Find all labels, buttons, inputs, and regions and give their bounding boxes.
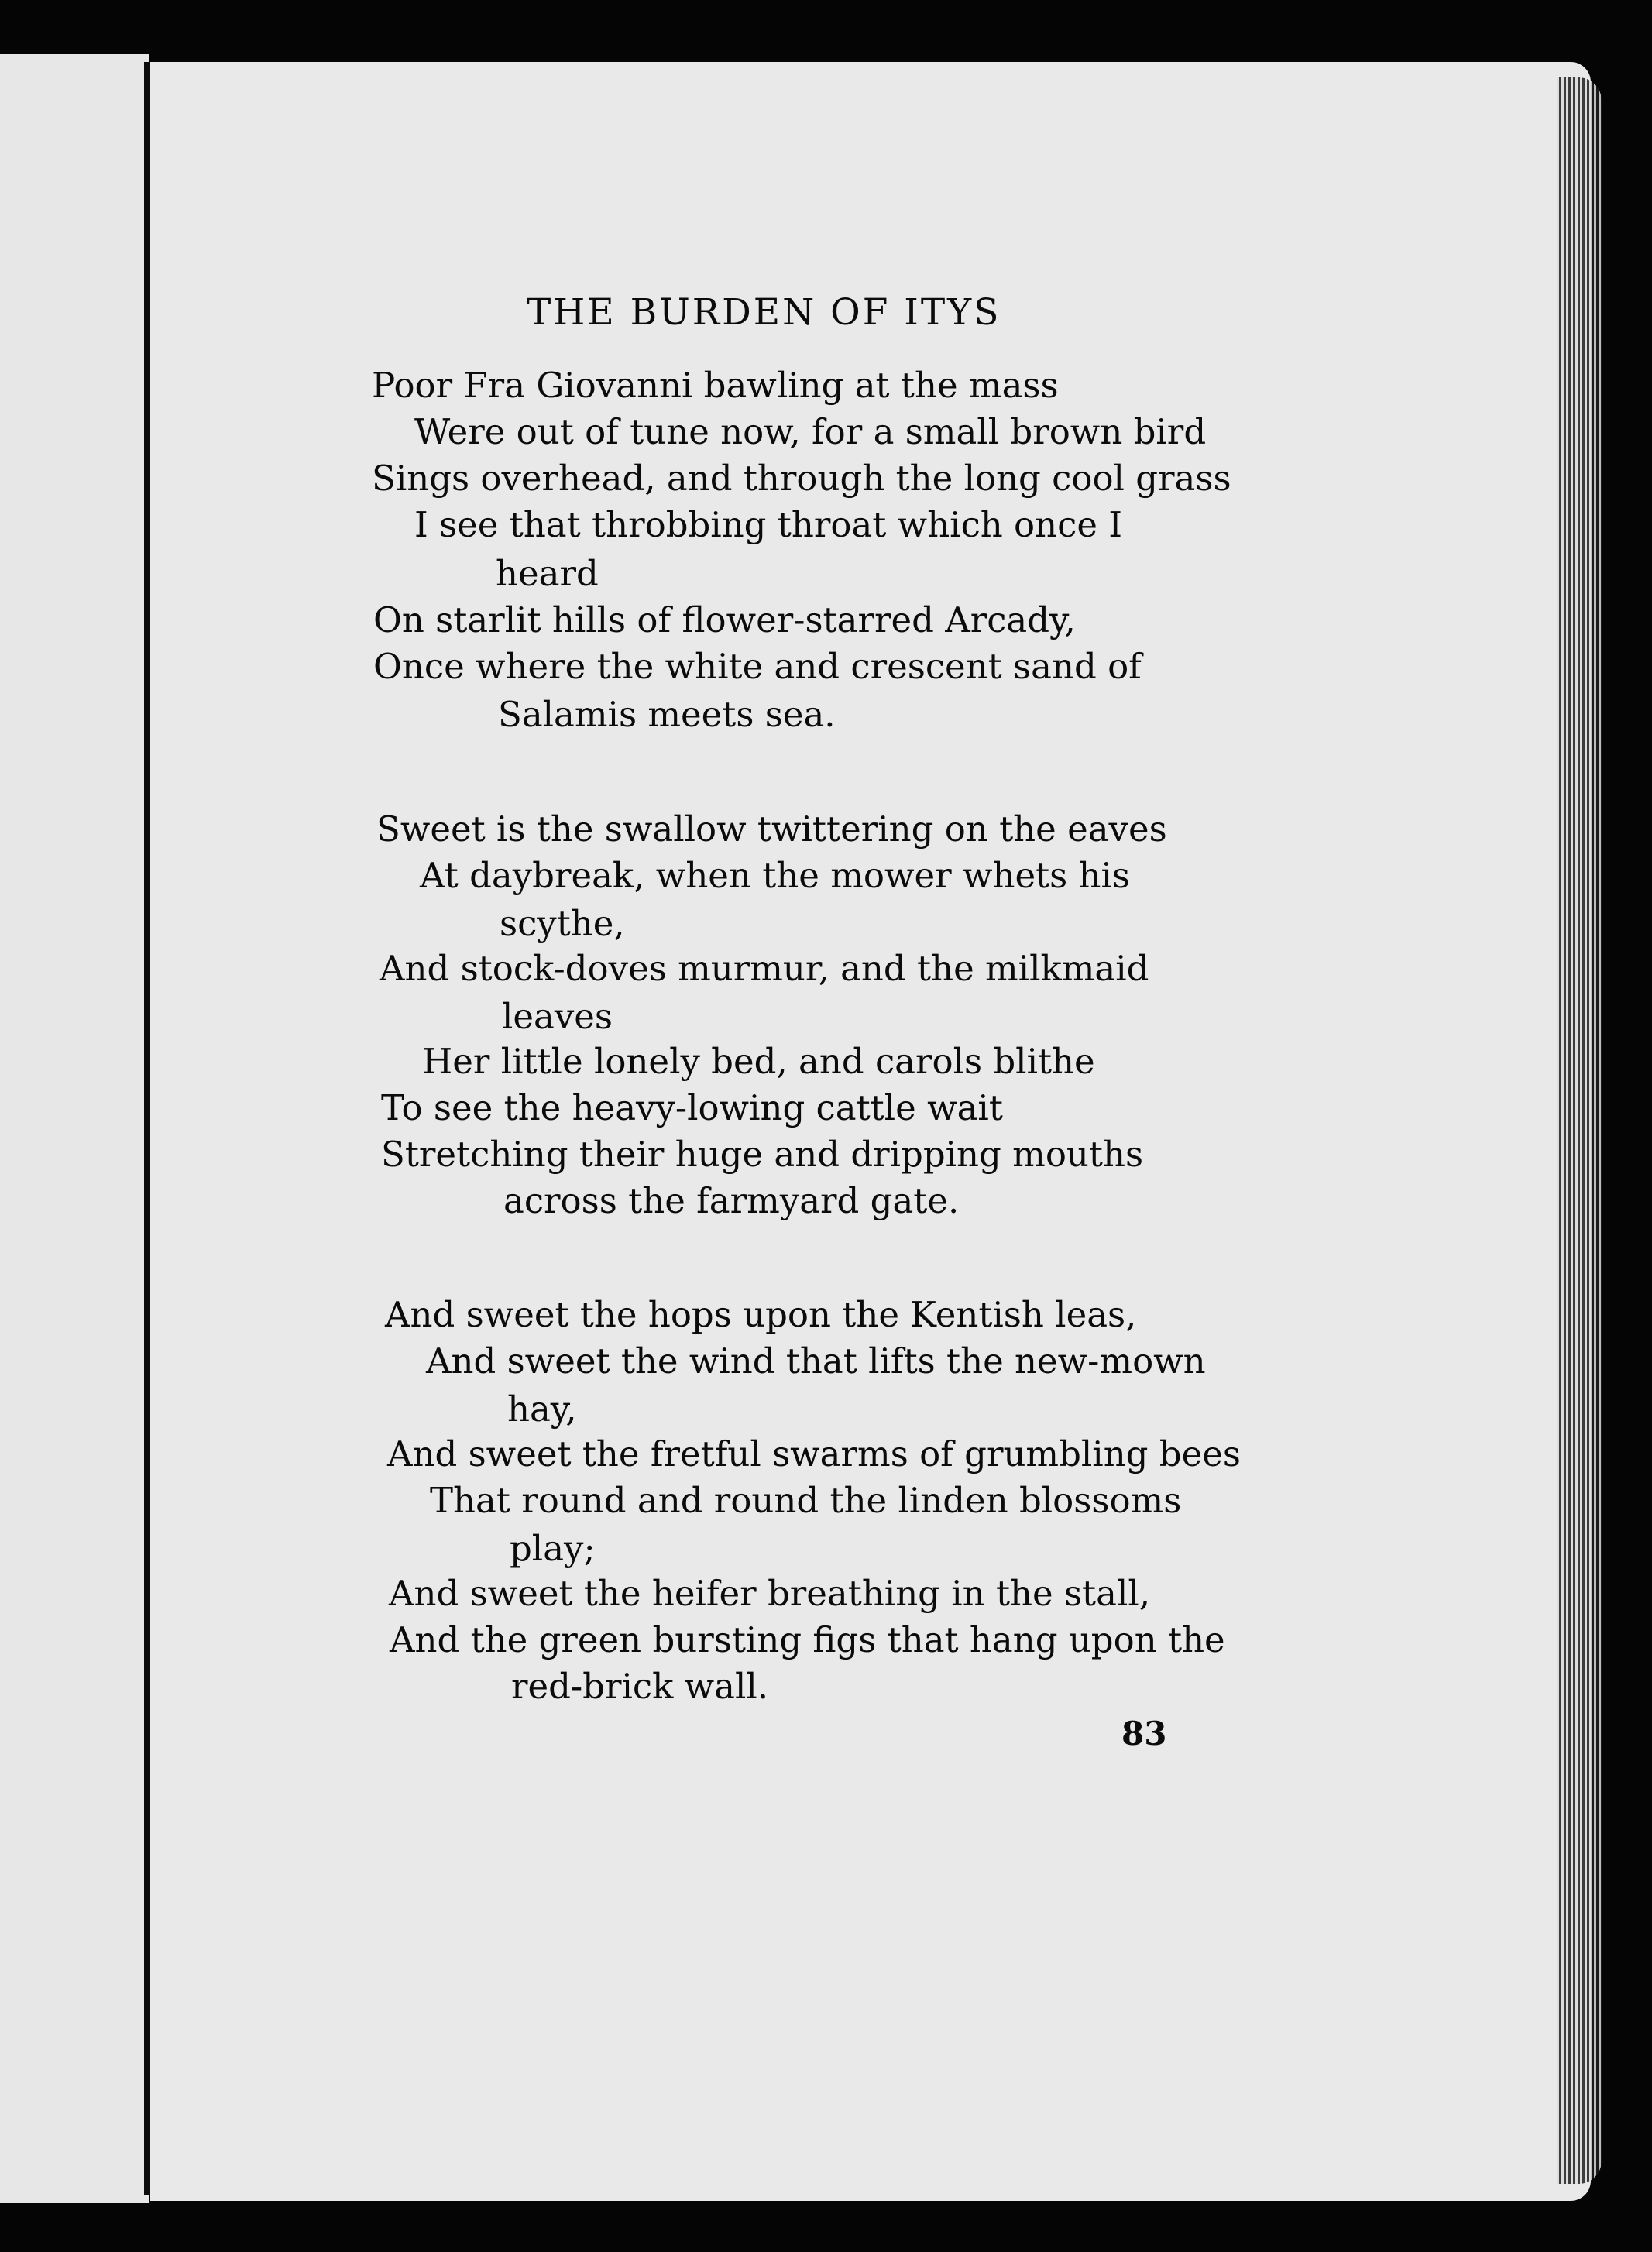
poem-line: And sweet the hops upon the Kentish leas, [385, 1294, 1137, 1335]
poem-line: Sweet is the swallow twittering on the eaves [376, 808, 1167, 850]
poem-line: hay, [507, 1389, 577, 1430]
poem-line: heard [496, 553, 599, 594]
poem-line: red-brick wall. [511, 1666, 769, 1707]
poem-line: Salamis meets sea. [498, 694, 836, 735]
poem-line: Were out of tune now, for a small brown bird [414, 411, 1207, 452]
poem-line: leaves [502, 996, 613, 1037]
poem-line: And sweet the wind that lifts the new-mown [426, 1341, 1206, 1382]
poem-line: Stretching their huge and dripping mouths [381, 1134, 1144, 1175]
poem-line: Sings overhead, and through the long cool grass [372, 458, 1231, 499]
poem-line: scythe, [500, 903, 625, 944]
poem-line: play; [510, 1528, 596, 1569]
poem-line: And sweet the heifer breathing in the stall, [389, 1573, 1151, 1614]
page-number: 83 [1121, 1715, 1167, 1753]
poem-line: Once where the white and crescent sand of [373, 646, 1142, 687]
poem-line: I see that throbbing throat which once I [414, 504, 1123, 545]
poem-line: And the green bursting figs that hang upon the [390, 1619, 1225, 1660]
poem-line: To see the heavy-lowing cattle wait [381, 1087, 1003, 1128]
poem-title: THE BURDEN OF ITYS [527, 291, 1001, 334]
poem-line: Poor Fra Giovanni bawling at the mass [372, 365, 1059, 406]
poem-line: across the farmyard gate. [503, 1180, 960, 1221]
poem-line: That round and round the linden blossoms [430, 1480, 1182, 1521]
poem-line: Her little lonely bed, and carols blithe [422, 1041, 1095, 1082]
poem-line: At daybreak, when the mower whets his [420, 855, 1131, 896]
poem-line: And stock-doves murmur, and the milkmaid [380, 948, 1149, 989]
poem-line: On starlit hills of flower-starred Arcady, [373, 599, 1076, 640]
poem-line: And sweet the fretful swarms of grumbling bees [387, 1433, 1241, 1474]
